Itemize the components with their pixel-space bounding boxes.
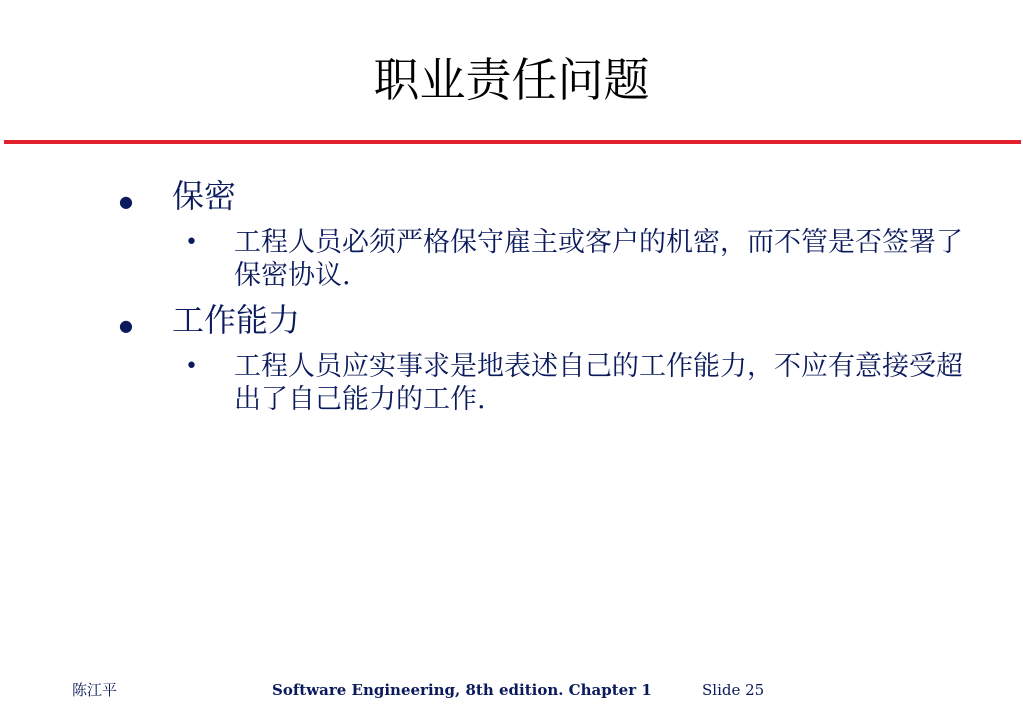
bullet-icon: ● xyxy=(119,316,133,335)
section-detail: 工程人员应实事求是地表述自己的工作能力，不应有意接受超出了自己能力的工作. xyxy=(234,351,963,415)
sub-bullet-icon: • xyxy=(185,230,198,255)
bullet-icon: ● xyxy=(119,192,133,211)
slide-title: 职业责任问题 xyxy=(373,53,650,107)
section-heading: 保密 xyxy=(172,177,237,215)
section-heading: 工作能力 xyxy=(172,301,301,339)
sub-bullet-icon: • xyxy=(185,354,198,379)
title-divider xyxy=(4,140,1021,144)
footer-slide-number: Slide 25 xyxy=(702,681,765,699)
footer-author: 陈江平 xyxy=(72,681,118,699)
section-detail: 工程人员必须严格保守雇主或客户的机密，而不管是否签署了保密协议. xyxy=(234,227,963,291)
footer-course-title: Software Engineering, 8th edition. Chapter 1 xyxy=(272,681,652,699)
